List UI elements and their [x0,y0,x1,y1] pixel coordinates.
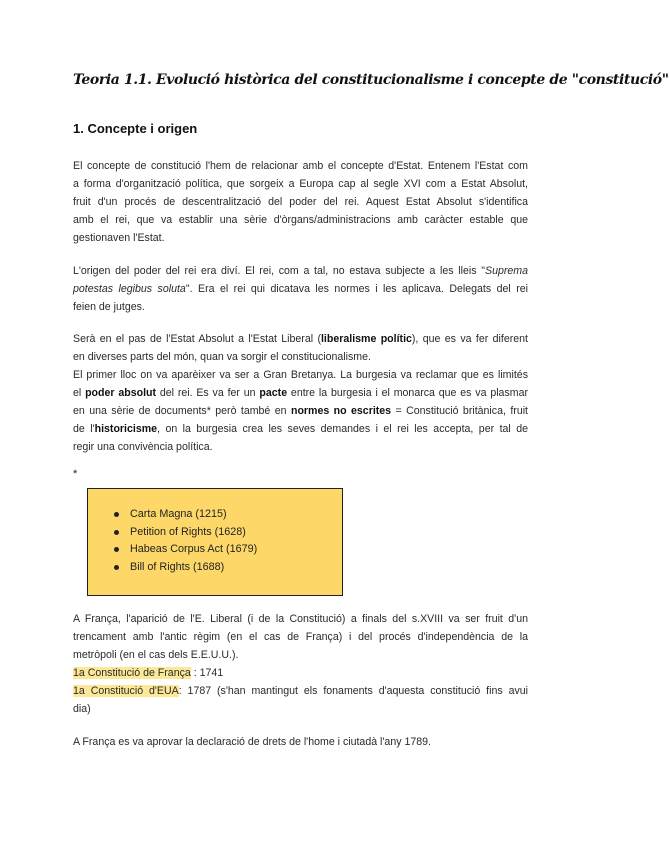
text-line [73,664,528,682]
text-run: = Constitució britànica, fruit [391,405,529,417]
documents-list [114,506,257,576]
text-line: A França es va aprovar la declaració de drets de l'home i ciutadà l'any 1789. [73,736,431,748]
text-line: El primer lloc on va aparèixer va ser a Gran Bretanya. La burgesia va reclamar que es limités [73,369,528,381]
text-line: feien de jutges. [73,301,145,313]
bullet-icon [114,547,119,552]
text-line: trencament amb l'antic règim (en el cas de França) i del procés d'independència de la [73,631,528,643]
text-line: fruit d'un procés de descentralització del poder del rei. Aquest Estat Absolut s'identifica [73,196,528,208]
text-run: L'origen del poder del rei era diví. El rei, com a tal, no estava subjecte a les lleis " [73,265,485,277]
text-run: ), que es va fer diferent [411,333,528,345]
text-line: gestionaven l'Estat. [73,232,165,244]
text-line: dia) [73,703,91,715]
text-run: : 1741 [190,667,224,679]
bold-term: normes no escrites [290,405,392,417]
text-run: entre la burgesia i el monarca que es va plasmar [287,387,528,399]
text-run: en una sèrie de documents* però també en [73,405,291,417]
list-item [114,541,257,559]
text-line [73,280,528,298]
list-item-label: Bill of Rights (1688) [130,560,225,573]
section-heading: 1. Concepte i origen [73,121,198,136]
list-item-label: Petition of Rights (1628) [130,525,246,538]
text-line: regir una convivència política. [73,441,213,453]
paragraph-concept [73,157,528,247]
footnote-marker: * [73,468,78,480]
text-line [73,420,528,438]
bullet-icon [114,530,119,535]
bullet-icon [114,565,119,570]
list-item [114,524,257,542]
text-run: Serà en el pas de l'Estat Absolut a l'Estat Liberal ( [73,333,321,345]
highlight-usa: 1a Constitució d'EUA [73,685,179,697]
paragraph-liberal [73,330,528,456]
text-run: : 1787 (s'han mantingut els fonaments d'aquesta constitució fins avui [178,685,528,697]
text-line [73,262,528,280]
text-line: A França, l'aparició de l'E. Liberal (i de la Constitució) a finals del s.XVIII va ser fruit d'un [73,613,528,625]
page-title: Teoria 1.1. Evolució històrica del constitucionalisme i concepte de "constitució" [73,72,669,88]
list-item [114,559,257,577]
text-line: en diverses parts del món, quan va sorgir el constitucionalisme. [73,351,371,363]
list-item [114,506,257,524]
text-run: el [73,387,86,399]
list-item-label: Carta Magna (1215) [130,508,227,520]
italic-term: Suprema [485,265,528,277]
documents-box [87,488,343,596]
text-line: metròpoli (en el cas dels E.E.U.U.). [73,649,239,661]
list-item-label: Habeas Corpus Act (1679) [130,543,258,555]
text-run: ". Era el rei qui dicatava les normes i les aplicava. Delegats del rei [185,283,528,295]
text-line [73,682,528,700]
paragraph-origin [73,262,528,316]
bold-term: liberalisme polític [320,333,412,345]
text-line: amb el rei, que va establir una sèrie d'òrgans/administracions amb caràcter estable que [73,214,528,226]
text-run: del rei. Es va fer un [156,387,260,399]
bullet-icon [114,512,119,517]
text-line: a forma d'organització política, que sorgeix a Europa cap al segle XVI com a Estat Absolut, [73,178,528,190]
text-run: , on la burgesia crea les seves demandes i el rei les accepta, per tal de [157,423,528,435]
text-line [73,384,528,402]
text-line: El concepte de constitució l'hem de relacionar amb el concepte d'Estat. Entenem l'Estat com [73,160,528,172]
text-line [73,402,528,420]
bold-term: pacte [259,387,288,399]
bold-term: historicisme [94,423,158,435]
bold-term: poder absolut [85,387,157,399]
paragraph-france [73,610,528,718]
paragraph-declaration [73,733,528,751]
italic-term: potestas legibus soluta [73,283,186,295]
highlight-france: 1a Constitució de França [73,667,191,679]
text-run: de l' [73,423,95,435]
text-line [73,330,528,348]
